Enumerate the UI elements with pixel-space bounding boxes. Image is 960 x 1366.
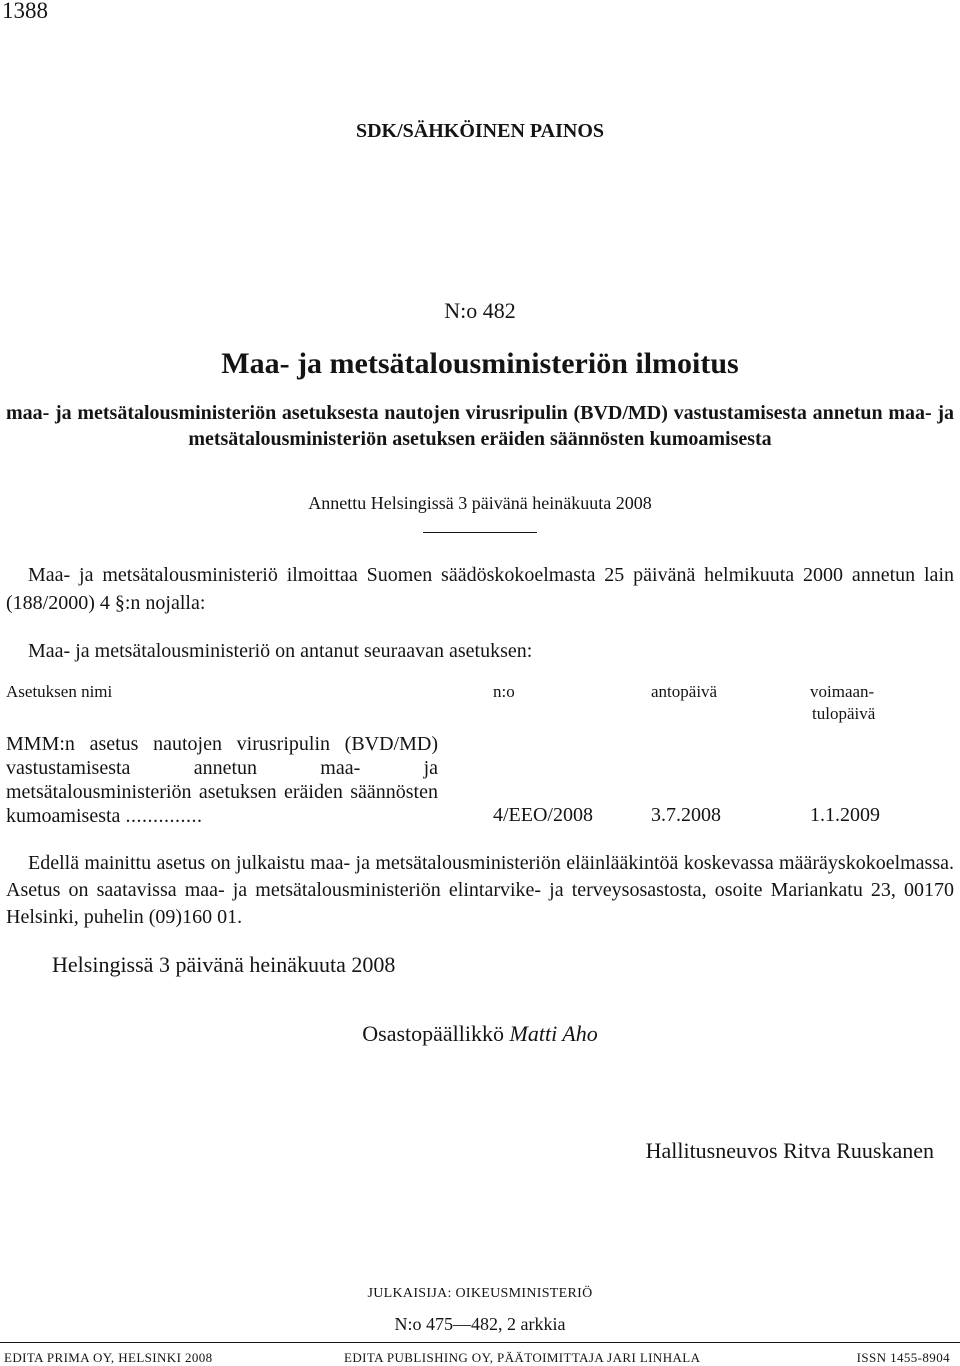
series-header: SDK/SÄHKÖINEN PAINOS [355,120,604,142]
place-date: Helsingissä 3 päivänä heinäkuuta 2008 [52,952,396,977]
regulation-name: MMM:n asetus nautojen virusripulin (BVD/MD) vastustamisesta annetun maa- ja metsätalousministeriön asetuksen eräiden säännösten kumoamisesta [6,733,438,827]
document-title: Maa- ja metsätalousministeriön ilmoitus [221,347,739,380]
document-subtitle: maa- ja metsätalousministeriön asetuksesta nautojen virusripulin (BVD/MD) vastustamisesta annetun maa- ja metsätalousministeriön asetuksen eräiden säännösten kumoamisesta [6,402,954,450]
signature-1-title: Osastopäällikkö [362,1021,505,1046]
title-divider [423,532,537,533]
signature-1 [0,1021,960,1047]
footer-publisher: EDITA PUBLISHING OY, PÄÄTOIMITTAJA JARI LINHALA [344,1350,701,1365]
table-row-name [6,732,438,828]
intro-paragraph: Maa- ja metsätalousministeriö ilmoittaa Suomen säädöskokoelmasta 25 päivänä helmikuuta 2000 annetun lain (188/2000) 4 §:n nojalla: [6,564,954,614]
table-header-effective-line1: voimaan- [810,682,875,701]
footer-divider [0,1342,960,1343]
table-row-issued: 3.7.2008 [651,804,721,826]
footer-issn: ISSN 1455-8904 [856,1350,950,1365]
footer-printer: EDITA PRIMA OY, HELSINKI 2008 [4,1350,213,1365]
signature-1-name: Matti Aho [509,1021,598,1046]
table-row-effective: 1.1.2009 [810,804,880,826]
table-row-number: 4/EEO/2008 [493,804,593,826]
publication-paragraph: Edellä mainittu asetus on julkaistu maa- ja metsätalousministeriön eläinlääkintöä koskevassa määräyskokoelmassa. Asetus on saatavissa maa- ja metsätalousministeriön elintarvike- ja terveysosastosta, osoite Mariankatu 23, 00170 Helsinki, puhelin (09)160 01. [6,852,954,928]
table-header-effective [810,681,910,725]
table-header-number: n:o [493,682,515,701]
table-header-issued: antopäivä [651,682,718,701]
leader-dots: .............. [125,805,203,827]
given-line: Annettu Helsingissä 3 päivänä heinäkuuta 2008 [308,493,652,513]
table-header-name: Asetuksen nimi [6,682,113,701]
signature-2: Hallitusneuvos Ritva Ruuskanen [645,1138,934,1163]
page-number: 1388 [2,0,48,23]
publisher: JULKAISIJA: OIKEUSMINISTERIÖ [367,1286,593,1301]
document-number: N:o 482 [444,298,516,323]
issue-info: N:o 475—482, 2 arkkia [394,1314,566,1334]
table-header-effective-line2: tulopäivä [812,704,876,723]
announcement-paragraph: Maa- ja metsätalousministeriö on antanut seuraavan asetuksen: [28,640,533,662]
